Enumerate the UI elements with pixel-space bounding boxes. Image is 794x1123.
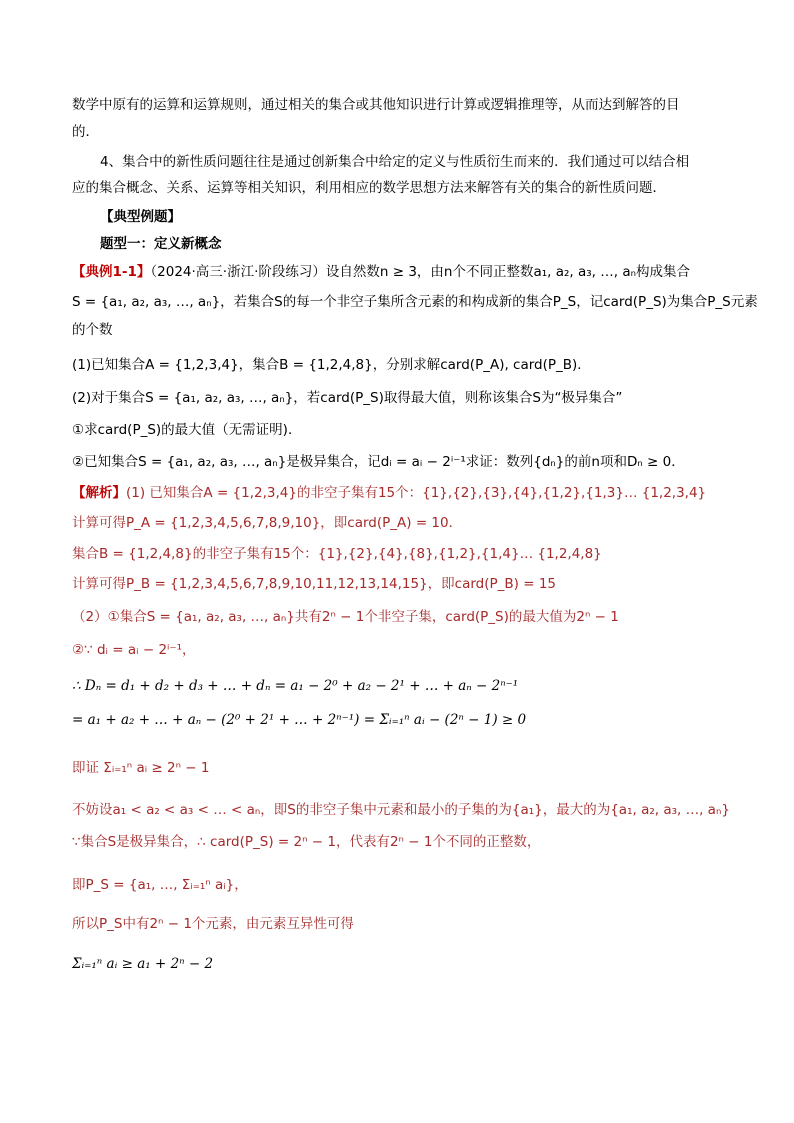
- question-2-part-2: ②已知集合S = {a₁, a₂, a₃, …, aₙ}是极异集合，记dᵢ = aᵢ − 2ⁱ⁻¹求证：数列{dₙ}的前n项和Dₙ ≥ 0．: [72, 454, 685, 470]
- example-line-1: [72, 262, 732, 282]
- intro-line-1: 数学中原有的运算和运算规则，通过相关的集合或其他知识进行计算或逻辑推理等，从而达到解答的目: [72, 97, 680, 113]
- question-2: (2)对于集合S = {a₁, a₂, a₃, …, aₙ}，若card(P_S)取得最大值，则称该集合S为“极异集合”: [72, 390, 623, 406]
- solution-line-2: 计算可得P_A = {1,2,3,4,5,6,7,8,9,10}，即card(P_A) = 10．: [72, 515, 463, 531]
- solution-line-5: （2）①集合S = {a₁, a₂, a₃, …, aₙ}共有2ⁿ − 1个非空子集，card(P_S)的最大值为2ⁿ − 1: [72, 609, 619, 625]
- example-line-2: S = {a₁, a₂, a₃, …, aₙ}，若集合S的每一个非空子集所含元素的和构成新的集合P_S，记card(P_S)为集合P_S元素: [72, 294, 758, 310]
- solution-line-10: 即P_S = {a₁, …, Σᵢ₌₁ⁿ aᵢ}，: [72, 877, 248, 893]
- section-heading: 【典型例题】: [100, 209, 181, 225]
- solution-line-7: 即证 Σᵢ₌₁ⁿ aᵢ ≥ 2ⁿ − 1: [72, 760, 210, 776]
- solution-text: (1) 已知集合A = {1,2,3,4}的非空子集有15个：{1},{2},{3},{4},{1,2},{1,3}… {1,2,3,4}: [126, 485, 707, 501]
- type-heading: 题型一：定义新概念: [100, 236, 222, 252]
- solution-line-11: 所以P_S中有2ⁿ − 1个元素，由元素互异性可得: [72, 916, 354, 932]
- example-text: （2024·高三·浙江·阶段练习）设自然数n ≥ 3，由n个不同正整数a₁, a₂, a₃, …, aₙ构成集合: [150, 264, 691, 280]
- solution-line-4: 计算可得P_B = {1,2,3,4,5,6,7,8,9,10,11,12,13,14,15}，即card(P_B) = 15: [72, 576, 557, 592]
- solution-label: 【解析】: [72, 485, 126, 501]
- example-line-3: 的个数: [72, 322, 113, 338]
- example-label: 【典例1-1】: [72, 264, 151, 280]
- question-1: (1)已知集合A = {1,2,3,4}，集合B = {1,2,4,8}，分别求解card(P_A), card(P_B)．: [72, 357, 591, 373]
- point-4-line-1: 4、集合中的新性质问题往往是通过创新集合中给定的定义与性质衍生而来的．我们通过可以结合相: [100, 154, 690, 170]
- solution-line-3: 集合B = {1,2,4,8}的非空子集有15个：{1},{2},{4},{8},{1,2},{1,4}… {1,2,4,8}: [72, 546, 602, 562]
- solution-line-9: ∵集合S是极异集合，∴ card(P_S) = 2ⁿ − 1，代表有2ⁿ − 1个不同的正整数，: [72, 834, 541, 850]
- solution-formula-3: Σᵢ₌₁ⁿ aᵢ ≥ a₁ + 2ⁿ − 2: [72, 956, 214, 972]
- solution-formula-1: ∴ Dₙ = d₁ + d₂ + d₃ + … + dₙ = a₁ − 2⁰ + a₂ − 2¹ + … + aₙ − 2ⁿ⁻¹: [72, 678, 519, 694]
- solution-formula-2: = a₁ + a₂ + … + aₙ − (2⁰ + 2¹ + … + 2ⁿ⁻¹) = Σᵢ₌₁ⁿ aᵢ − (2ⁿ − 1) ≥ 0: [72, 712, 527, 728]
- solution-line-6: ②∵ dᵢ = aᵢ − 2ⁱ⁻¹，: [72, 642, 196, 658]
- intro-line-2: 的．: [72, 124, 99, 140]
- solution-line-1: [72, 483, 732, 503]
- solution-line-8: 不妨设a₁ < a₂ < a₃ < … < aₙ，即S的非空子集中元素和最小的子集的为{a₁}，最大的为{a₁, a₂, a₃, …, aₙ}: [72, 802, 730, 818]
- question-2-part-1: ①求card(P_S)的最大值（无需证明)．: [72, 422, 302, 438]
- point-4-line-2: 应的集合概念、关系、运算等相关知识，利用相应的数学思想方法来解答有关的集合的新性质问题．: [72, 180, 666, 196]
